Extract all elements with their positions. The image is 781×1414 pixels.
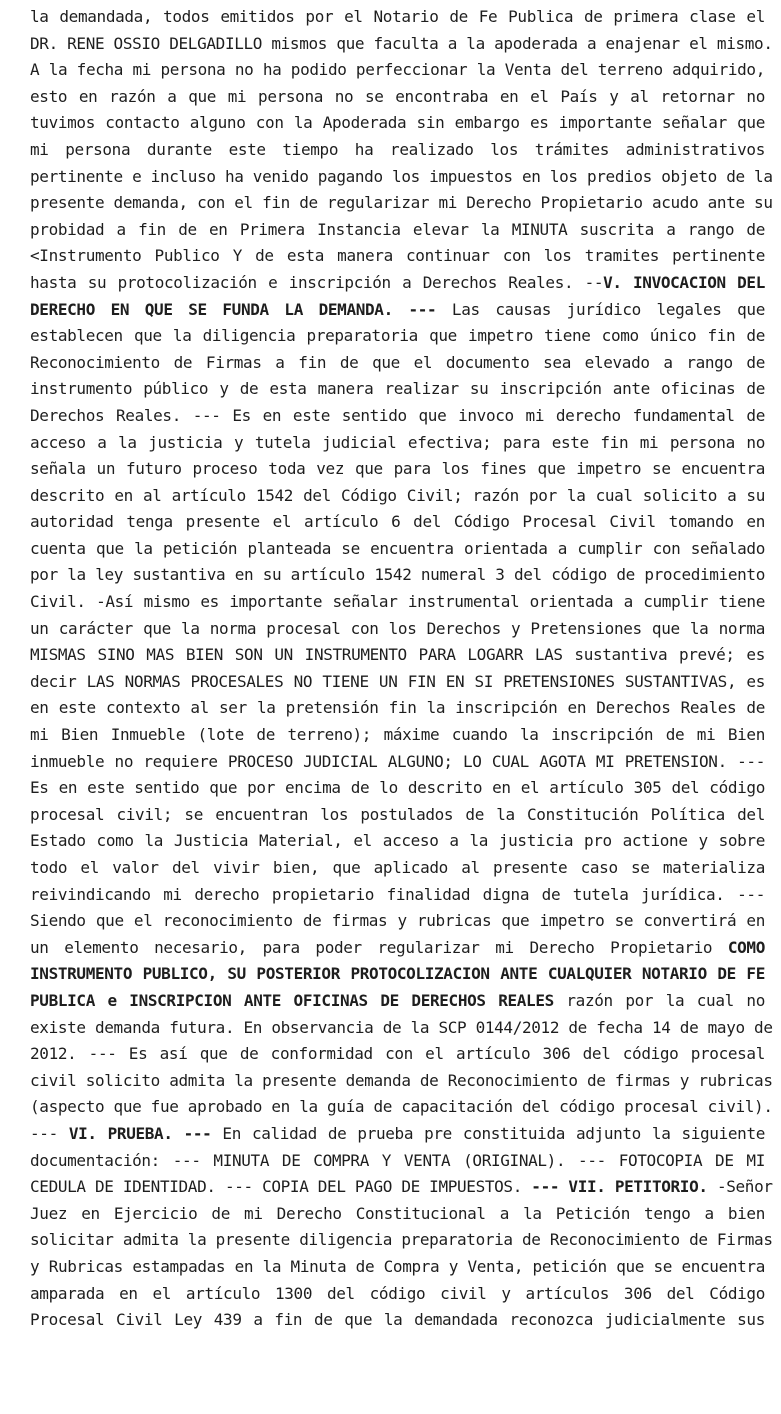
text-segment: 2012. --- Es así que de conformidad con el artículo 306 del código procesal bbox=[30, 1044, 765, 1064]
text-segment: acceso a la justicia y tutela judicial efectiva; para este fin mi persona no bbox=[30, 432, 765, 452]
bold-text-segment: V. INVOCACION DEL bbox=[603, 272, 765, 292]
text-line bbox=[30, 190, 773, 217]
document-body bbox=[30, 4, 773, 1334]
text-line bbox=[30, 376, 765, 403]
text-line bbox=[30, 855, 765, 882]
text-line bbox=[30, 961, 765, 988]
text-line bbox=[30, 589, 765, 616]
text-line bbox=[30, 1254, 765, 1281]
text-segment: probidad a fin de en Primera Instancia elevar la MINUTA suscrita a rango de bbox=[30, 219, 765, 239]
text-line bbox=[30, 270, 765, 297]
text-line bbox=[30, 642, 765, 669]
text-line bbox=[30, 403, 765, 430]
text-line bbox=[30, 669, 765, 696]
text-line bbox=[30, 749, 765, 776]
text-segment: hasta su protocolización e inscripción a Derechos Reales. -- bbox=[30, 272, 604, 292]
text-segment: <Instrumento Publico Y de esta manera continuar con los tramites pertinente bbox=[30, 246, 765, 266]
text-line bbox=[30, 1068, 773, 1095]
text-line bbox=[30, 217, 765, 244]
text-segment: solicitar admita la presente diligencia preparatoria de Reconocimiento de Firmas bbox=[30, 1230, 773, 1250]
text-line bbox=[30, 1174, 773, 1201]
text-segment: CEDULA DE IDENTIDAD. --- COPIA DEL PAGO DE IMPUESTOS. bbox=[30, 1177, 532, 1197]
text-segment: amparada en el artículo 1300 del código civil y artículos 306 del Código bbox=[30, 1283, 765, 1303]
text-segment: Las causas jurídico legales que bbox=[436, 299, 765, 319]
text-line bbox=[30, 1121, 765, 1148]
bold-text-segment: PUBLICA e INSCRIPCION ANTE OFICINAS DE DERECHOS REALES bbox=[30, 990, 554, 1010]
text-segment: Siendo que el reconocimiento de firmas y rubricas que impetro se convertirá en bbox=[30, 911, 765, 931]
text-segment: en este contexto al ser la pretensión fin la inscripción en Derechos Reales de bbox=[30, 698, 765, 718]
text-segment: Juez en Ejercicio de mi Derecho Constitucional a la Petición tengo a bien bbox=[30, 1203, 765, 1223]
text-line bbox=[30, 562, 765, 589]
text-line bbox=[30, 1041, 765, 1068]
text-segment: y Rubricas estampadas en la Minuta de Compra y Venta, petición que se encuentra bbox=[30, 1256, 765, 1276]
text-segment: instrumento público y de esta manera realizar su inscripción ante oficinas de bbox=[30, 379, 765, 399]
text-line bbox=[30, 31, 773, 58]
text-line bbox=[30, 882, 765, 909]
text-line bbox=[30, 137, 765, 164]
text-segment: establecen que la diligencia preparatoria que impetro tiene como único fin de bbox=[30, 326, 765, 346]
text-line bbox=[30, 1227, 773, 1254]
text-segment: procesal civil; se encuentran los postulados de la Constitución Política del bbox=[30, 804, 765, 824]
text-segment: presente demanda, con el fin de regularizar mi Derecho Propietario acudo ante su bbox=[30, 193, 773, 213]
text-segment: Es en este sentido que por encima de lo descrito en el artículo 305 del código bbox=[30, 778, 765, 798]
text-segment: decir LAS NORMAS PROCESALES NO TIENE UN FIN EN SI PRETENSIONES SUSTANTIVAS, es bbox=[30, 671, 765, 691]
text-segment: inmueble no requiere PROCESO JUDICIAL ALGUNO; LO CUAL AGOTA MI PRETENSION. --- bbox=[30, 751, 765, 771]
bold-text-segment: DERECHO EN QUE SE FUNDA LA DEMANDA. --- bbox=[30, 299, 437, 319]
text-segment: Civil. -Así mismo es importante señalar instrumental orientada a cumplir tiene bbox=[30, 592, 765, 612]
text-segment: cuenta que la petición planteada se encuentra orientada a cumplir con señalado bbox=[30, 538, 765, 558]
text-line bbox=[30, 536, 765, 563]
text-line bbox=[30, 57, 765, 84]
text-segment: tuvimos contacto alguno con la Apoderada sin embargo es importante señalar que bbox=[30, 113, 765, 133]
text-segment: DR. RENE OSSIO DELGADILLO mismos que faculta a la apoderada a enajenar el mismo. bbox=[30, 33, 773, 53]
bold-text-segment: INSTRUMENTO PUBLICO, SU POSTERIOR PROTOCOLIZACION ANTE CUALQUIER NOTARIO DE FE bbox=[30, 964, 765, 984]
text-line bbox=[30, 456, 765, 483]
text-line bbox=[30, 483, 765, 510]
text-segment: (aspecto que fue aprobado en la guía de capacitación del código procesal civil). bbox=[30, 1097, 773, 1117]
text-line bbox=[30, 775, 765, 802]
text-segment: señala un futuro proceso toda vez que para los fines que impetro se encuentra bbox=[30, 459, 765, 479]
text-segment: Procesal Civil Ley 439 a fin de que la demandada reconozca judicialmente sus bbox=[30, 1310, 765, 1330]
text-segment: esto en razón a que mi persona no se encontraba en el País y al retornar no bbox=[30, 86, 765, 106]
text-segment: un carácter que la norma procesal con los Derechos y Pretensiones que la norma bbox=[30, 618, 765, 638]
text-segment: mi Bien Inmueble (lote de terreno); máxime cuando la inscripción de mi Bien bbox=[30, 725, 765, 745]
text-segment: Reconocimiento de Firmas a fin de que el documento sea elevado a rango de bbox=[30, 352, 765, 372]
text-segment: documentación: --- MINUTA DE COMPRA Y VENTA (ORIGINAL). --- FOTOCOPIA DE MI bbox=[30, 1150, 765, 1170]
text-segment: --- bbox=[30, 1123, 69, 1143]
text-line bbox=[30, 695, 765, 722]
text-segment: pertinente e incluso ha venido pagando los impuestos en los predios objeto de la bbox=[30, 166, 773, 186]
text-line bbox=[30, 110, 765, 137]
text-segment: mi persona durante este tiempo ha realizado los trámites administrativos bbox=[30, 139, 765, 159]
text-segment: razón por la cual no bbox=[553, 990, 765, 1010]
text-line bbox=[30, 1148, 765, 1175]
text-line bbox=[30, 84, 765, 111]
text-segment: MISMAS SINO MAS BIEN SON UN INSTRUMENTO PARA LOGARR LAS sustantiva prevé; es bbox=[30, 645, 765, 665]
text-segment: A la fecha mi persona no ha podido perfeccionar la Venta del terreno adquirido, bbox=[30, 60, 765, 80]
text-line bbox=[30, 243, 765, 270]
text-line bbox=[30, 430, 765, 457]
text-segment: reivindicando mi derecho propietario finalidad digna de tutela jurídica. --- bbox=[30, 884, 765, 904]
text-line bbox=[30, 828, 765, 855]
text-segment: la demandada, todos emitidos por el Notario de Fe Publica de primera clase el bbox=[30, 7, 765, 26]
text-line bbox=[30, 935, 765, 962]
text-segment: -Señor bbox=[707, 1177, 773, 1197]
text-segment: existe demanda futura. En observancia de la SCP 0144/2012 de fecha 14 de mayo de bbox=[30, 1017, 773, 1037]
text-line bbox=[30, 1094, 773, 1121]
text-line bbox=[30, 1281, 765, 1308]
text-segment: todo el valor del vivir bien, que aplicado al presente caso se materializa bbox=[30, 858, 765, 877]
text-line bbox=[30, 164, 773, 191]
text-segment: por la ley sustantiva en su artículo 1542 numeral 3 del código de procedimiento bbox=[30, 565, 765, 585]
text-segment: autoridad tenga presente el artículo 6 del Código Procesal Civil tomando en bbox=[30, 512, 765, 532]
text-line bbox=[30, 4, 765, 31]
text-line bbox=[30, 802, 765, 829]
text-line bbox=[30, 616, 765, 643]
bold-text-segment: COMO bbox=[727, 937, 765, 957]
text-line bbox=[30, 1201, 765, 1228]
text-line bbox=[30, 722, 765, 749]
text-line bbox=[30, 509, 765, 536]
text-line bbox=[30, 988, 765, 1015]
bold-text-segment: --- VII. PETITORIO. bbox=[531, 1177, 708, 1197]
text-segment: un elemento necesario, para poder regularizar mi Derecho Propietario bbox=[30, 937, 728, 957]
text-segment: Estado como la Justicia Material, el acceso a la justicia pro actione y sobre bbox=[30, 831, 765, 851]
text-segment: Derechos Reales. --- Es en este sentido que invoco mi derecho fundamental de bbox=[30, 405, 765, 425]
text-segment: civil solicito admita la presente demanda de Reconocimiento de firmas y rubricas bbox=[30, 1070, 773, 1090]
text-line bbox=[30, 908, 765, 935]
text-line bbox=[30, 1015, 773, 1042]
text-line bbox=[30, 297, 765, 324]
text-line bbox=[30, 350, 765, 377]
text-segment: descrito en al artículo 1542 del Código Civil; razón por la cual solicito a su bbox=[30, 485, 765, 505]
bold-text-segment: VI. PRUEBA. --- bbox=[68, 1123, 212, 1143]
text-segment: En calidad de prueba pre constituida adjunto la siguiente bbox=[211, 1123, 766, 1143]
text-line bbox=[30, 1307, 765, 1334]
text-line bbox=[30, 323, 765, 350]
